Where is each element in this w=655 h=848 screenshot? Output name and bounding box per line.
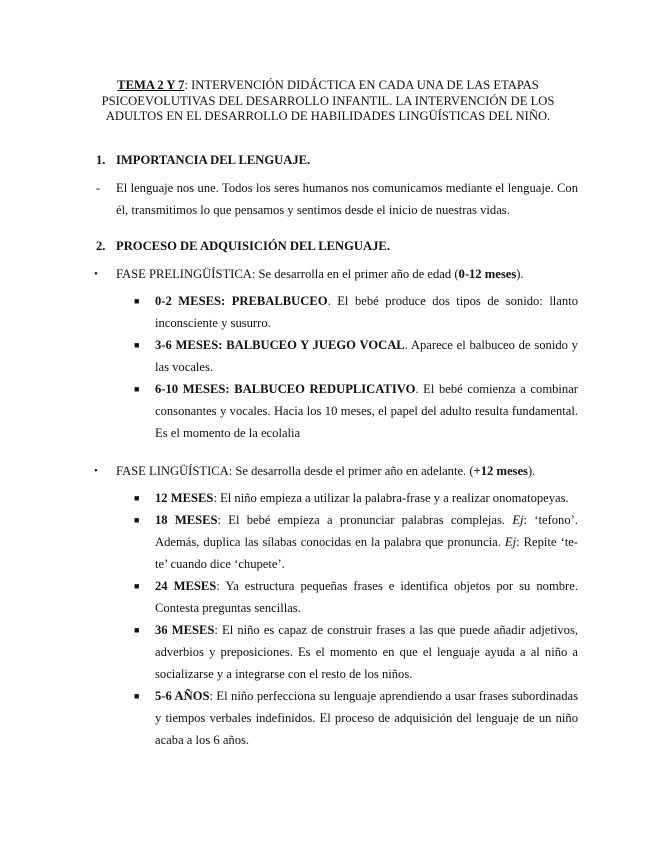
list-item xyxy=(155,290,578,334)
list-item xyxy=(155,334,578,378)
phase-linguistic xyxy=(116,460,578,482)
item-label: 36 MESES xyxy=(155,623,215,637)
phase-age: 0-12 meses xyxy=(458,267,517,281)
item-label: 12 MESES xyxy=(155,491,214,505)
phase-end: ). xyxy=(516,267,524,281)
square-bullet: ■ xyxy=(134,296,140,306)
item-text: . Aparece el balbuceo de sonido y las vocales. xyxy=(155,338,578,374)
title-tema: TEMA 2 Y 7 xyxy=(117,78,185,92)
item-text: : El niño empieza a utilizar la palabra-frase y a realizar onomatopeyas. xyxy=(213,491,569,505)
list-item xyxy=(155,685,578,751)
square-bullet: ■ xyxy=(134,384,140,394)
item-label: 18 MESES xyxy=(155,513,218,527)
example-label: Ej xyxy=(512,513,524,527)
item-text: : El niño es capaz de construir frases a las que puede añadir adjetivos, adverbios y preposiciones. Es el momento en que el lenguaje ayuda a al niño a socializarse y a integrarse con el resto de los niños. xyxy=(155,623,578,681)
list-item xyxy=(155,487,578,509)
item-text: : El niño perfecciona su lenguaje aprendiendo a usar frases subordinadas y tiempos verbales indefinidos. El proceso de adquisición del lenguaje de un niño acaba a los 6 años. xyxy=(155,689,578,747)
item-label: 5-6 AÑOS xyxy=(155,689,210,703)
dash-marker: - xyxy=(96,181,101,195)
item-text: : Ya estructura pequeñas frases e identifica objetos por su nombre. Contesta preguntas sencillas. xyxy=(155,579,578,615)
phase-end: ). xyxy=(527,464,536,478)
item-text: : El bebé empieza a pronunciar palabras complejas. xyxy=(217,513,513,527)
section-number: 2. xyxy=(96,239,106,253)
item-label: 6-10 MESES: BALBUCEO REDUPLICATIVO xyxy=(155,382,416,396)
square-bullet: ■ xyxy=(134,691,140,701)
item-text: : ‘tefono’. Además, duplica las sílabas conocidas en la palabra que pronuncia. xyxy=(155,513,578,549)
section-title: PROCESO DE ADQUISICIÓN DEL LENGUAJE. xyxy=(116,239,390,253)
item-label: 0-2 MESES: PREBALBUCEO xyxy=(155,294,328,308)
list-item xyxy=(155,378,578,444)
square-bullet: ■ xyxy=(134,493,140,503)
item-label: 24 MESES xyxy=(155,579,217,593)
list-item xyxy=(155,509,578,575)
item-text: . El bebé produce dos tipos de sonido: llanto inconsciente y susurro. xyxy=(155,294,578,330)
item-text: : Repite ‘te-te’ cuando dice ‘chupete’. xyxy=(155,535,578,571)
title-text: : INTERVENCIÓN DIDÁCTICA EN CADA UNA DE LAS ETAPAS PSICOEVOLUTIVAS DEL DESARROLLO INFANTIL. LA INTERVENCIÓN DE LOS ADULTOS EN EL DESARROLLO DE HABILIDADES LINGÜÍSTICAS DEL NIÑO. xyxy=(101,78,555,123)
phase-text: FASE PRELINGÜÍSTICA: Se desarrolla en el primer año de edad ( xyxy=(116,267,459,281)
square-bullet: ■ xyxy=(134,515,140,525)
square-bullet: ■ xyxy=(134,625,140,635)
list-item xyxy=(155,619,578,685)
square-bullet: ■ xyxy=(134,340,140,350)
item-label: 3-6 MESES: BALBUCEO Y JUEGO VOCAL xyxy=(155,338,405,352)
section-title: IMPORTANCIA DEL LENGUAJE. xyxy=(116,153,311,167)
square-bullet: ■ xyxy=(134,581,140,591)
example-label: Ej xyxy=(504,535,517,549)
section-number: 1. xyxy=(96,153,106,167)
list-item xyxy=(155,575,578,619)
phase-text: FASE LINGÜÍSTICA: Se desarrolla desde el primer año en adelante. ( xyxy=(116,464,474,478)
bullet-marker: • xyxy=(94,465,98,477)
phase-age: +12 meses xyxy=(473,464,528,478)
phase-prelinguistic xyxy=(116,263,578,285)
document-title xyxy=(88,78,568,125)
section-1-paragraph: El lenguaje nos une. Todos los seres humanos nos comunicamos mediante el lenguaje. Con él, transmitimos lo que pensamos y sentimos desde el inicio de nuestras vidas. xyxy=(116,181,578,217)
bullet-marker: • xyxy=(94,268,98,280)
item-text: . El bebé comienza a combinar consonantes y vocales. Hacia los 10 meses, el papel del adulto resulta fundamental. Es el momento de la ecolalia xyxy=(155,382,578,440)
